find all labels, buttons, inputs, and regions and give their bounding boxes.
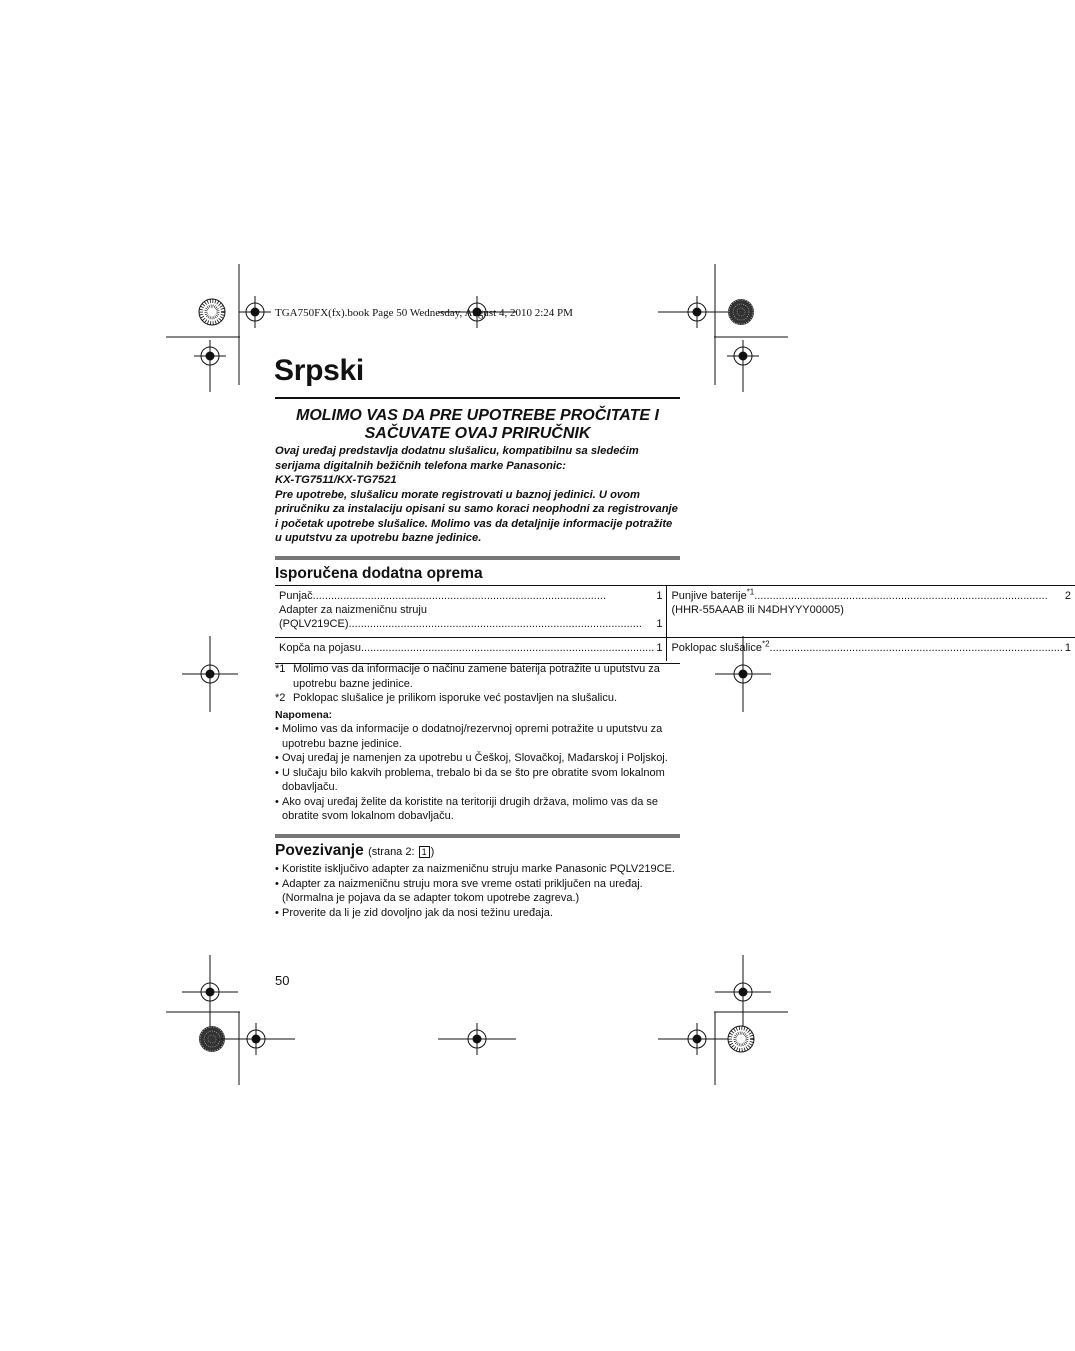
intro-text <box>275 444 680 546</box>
note-item: • Koristite isključivo adapter za naizmeničnu struju marke Panasonic PQLV219CE. <box>275 863 675 875</box>
connection-heading <box>275 842 434 860</box>
connection-notes <box>275 862 685 920</box>
footnote: *2 Poklopac slušalice je prilikom isporuke već postavljen na slušalicu. <box>275 692 618 704</box>
accessory-item: Punjive baterije$^{*1}$ ..... 2 <box>671 589 1071 603</box>
note-item: • Ako ovaj uređaj želite da koristite na teritoriji drugih država, molimo vas da se obratite svom lokalnom dobavljaču. <box>275 795 659 822</box>
accessories-cell <box>275 638 667 662</box>
accessory-item: Kopča na pojasu ..... 1 <box>279 641 662 655</box>
accessory-item-sub: (HHR-55AAAB ili N4DHYYY00005) <box>671 604 844 616</box>
section-rule <box>275 834 680 838</box>
note-label: Napomena: <box>275 708 333 721</box>
note-item: • Proverite da li je zid dovoljno jak da nosi težinu uređaja. <box>275 906 553 919</box>
accessory-item: Adapter za naizmeničnu struju <box>279 604 427 616</box>
connection-heading-text: Povezivanje <box>275 842 364 859</box>
intro-models: KX-TG7511/KX-TG7521 <box>275 474 397 486</box>
note-item: • Ovaj uređaj je namenjen za upotrebu u Češkoj, Slovačkoj, Mađarskoj i Poljskoj. <box>275 752 668 764</box>
accessory-notes <box>275 662 685 824</box>
language-title: Srpski <box>274 354 364 387</box>
section-rule <box>275 556 680 560</box>
note-item: • Molimo vas da informacije o dodatnoj/rezervnoj opremi potražite u uputstvu za upotrebu bazne jedinice. <box>275 723 663 750</box>
note-item: • Adapter za naizmeničnu struju mora sve vreme ostati priključen na uređaj. (Normalna je pojava da se adapter tokom upotrebe zagreva.) <box>275 877 643 904</box>
accessory-item-sub: (PQLV219CE) ..... 1 <box>279 617 662 631</box>
page-reference: (strana 2: 1 ) <box>368 846 435 858</box>
intro-title: MOLIMO VAS DA PRE UPOTREBE PROČITATE I SAČUVATE OVAJ PRIRUČNIK <box>296 407 659 442</box>
accessories-cell <box>275 586 667 638</box>
accessories-cell <box>667 638 1075 662</box>
print-header: TGA750FX(fx).book Page 50 Wednesday, August 4, 2010 2:24 PM <box>275 307 573 319</box>
accessories-heading: Isporučena dodatna oprema <box>275 565 483 582</box>
accessory-item: Punjač ..... 1 <box>279 589 662 603</box>
accessories-cell <box>667 586 1075 638</box>
page-number: 50 <box>275 973 290 988</box>
footnote: *1 Molimo vas da informacije o načinu zamene baterija potražite u uputstvu za upotrebu bazne jedinice. <box>275 663 660 690</box>
intro-line1: Ovaj uređaj predstavlja dodatnu slušalicu, kompatibilnu sa sledećim serijama digitalnih bežičnih telefona marke Panasonic: <box>275 445 639 472</box>
intro-line2: Pre upotrebe, slušalicu morate registrovati u baznoj jedinici. U ovom priručniku za instalaciju opisani su samo koraci neophodni za registrovanje i početak upotrebe slušalice. Molimo vas da detaljnije informacije potražite u uputstvu za upotrebu bazne jedinice. <box>275 488 678 544</box>
accessories-table <box>275 585 1075 661</box>
accessory-item: Poklopac slušalice$^{*2}$ ..... 1 <box>671 641 1071 655</box>
title-rule <box>275 397 680 399</box>
note-item: • U slučaju bilo kakvih problema, trebalo bi da se što pre obratite svom lokalnom dobavljaču. <box>275 766 665 793</box>
step-number-box: 1 <box>419 846 430 858</box>
